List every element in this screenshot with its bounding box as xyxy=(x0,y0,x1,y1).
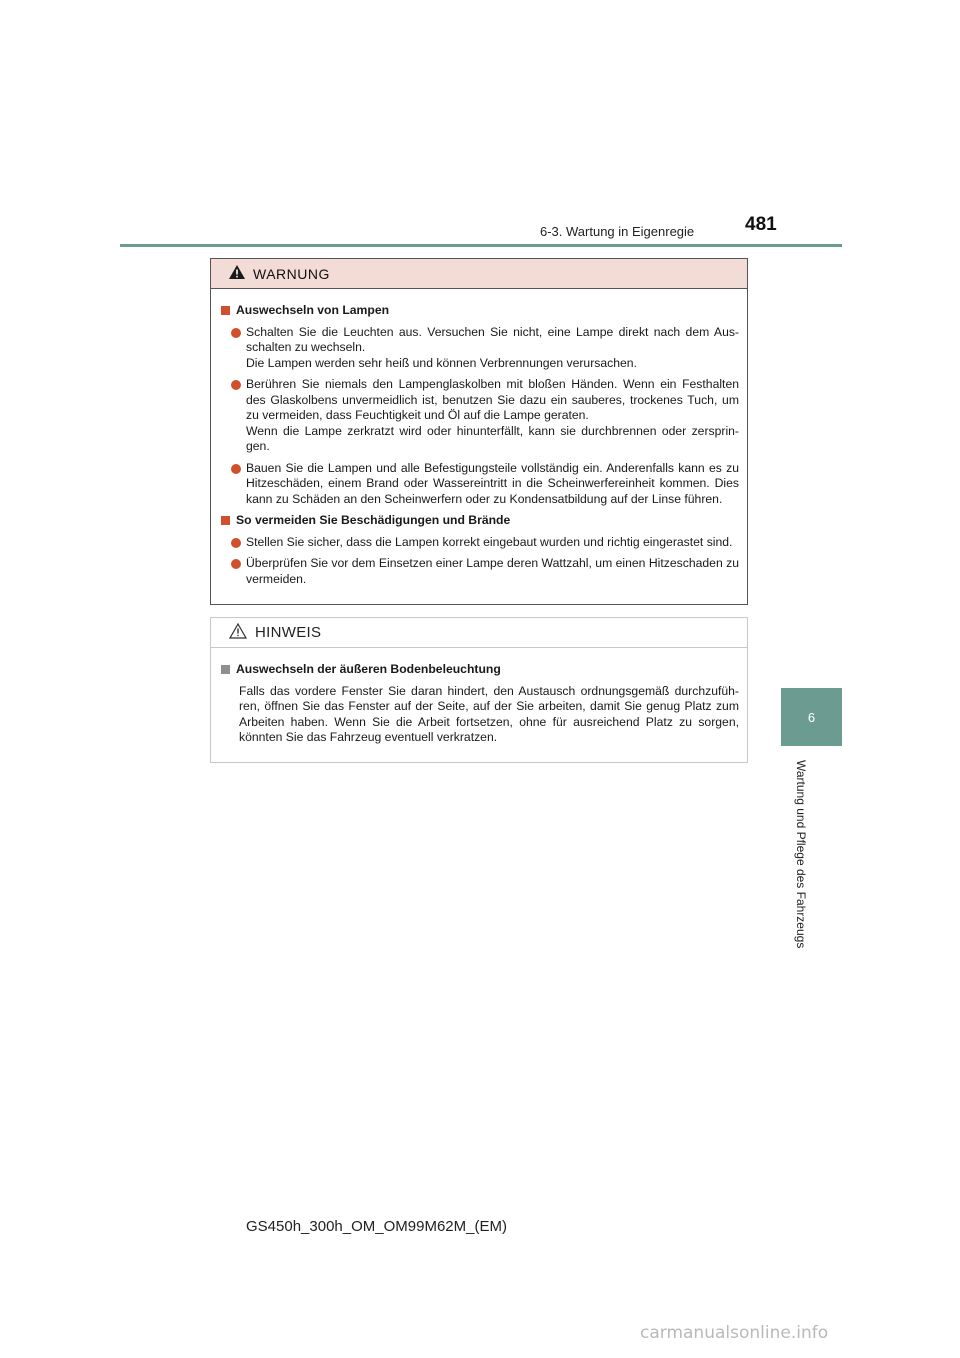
model-code-footer: GS450h_300h_OM_OM99M62M_(EM) xyxy=(246,1218,507,1235)
warning-header xyxy=(211,259,747,289)
warning-body xyxy=(211,289,747,587)
caution-triangle-icon xyxy=(229,623,247,643)
round-bullet-icon xyxy=(231,328,241,338)
notice-header xyxy=(211,618,747,648)
warning-title: WARNUNG xyxy=(253,265,330,282)
square-bullet-icon xyxy=(221,516,230,525)
round-bullet-icon xyxy=(231,380,241,390)
warning-section-title: So vermeiden Sie Beschädigungen und Brände xyxy=(219,513,739,529)
header-divider xyxy=(120,244,842,247)
chapter-number: 6 xyxy=(807,709,816,725)
notice-box xyxy=(210,617,748,763)
chapter-tab xyxy=(781,688,842,746)
notice-text: Falls das vordere Fenster Sie daran hindert, den Austausch ordnungsgemäß durchzufüh-ren, öffnen Sie das Fenster auf der Seite, auf der Sie arbeiten, damit Sie genug Platz zum Arbeiten haben. Wenn Sie die Arbeit fortsetzen, ohne für ausreichend Platz zu sorgen, könnten Sie das Fahrzeug eventuell verkratzen. xyxy=(239,683,739,744)
warning-section-title: Auswechseln von Lampen xyxy=(219,303,739,319)
bullet-text: Bauen Sie die Lampen und alle Befestigungsteile vollständig ein. Anderenfalls kann es zu Hitzeschäden, einem Brand oder Wassereintritt in die Scheinwerfereinheit kommen. Dies kann zu Schäden an den Scheinwerfern oder zu Kondensatbildung auf der Linse führen. xyxy=(246,460,739,506)
warning-bullet xyxy=(231,377,739,455)
bullet-text: Überprüfen Sie vor dem Einsetzen einer Lampe deren Wattzahl, um einen Hitzeschaden zu vermeiden. xyxy=(246,556,739,586)
bullet-text: Die Lampen werden sehr heiß und können Verbrennungen verursachen. xyxy=(246,355,637,370)
warning-bullet xyxy=(231,535,739,551)
bullet-text: Wenn die Lampe zerkratzt wird oder hinunterfällt, kann sie durchbrennen oder zersprin-gen. xyxy=(246,423,739,453)
watermark: carmanualsonline.info xyxy=(640,1323,829,1343)
page-number: 481 xyxy=(745,214,777,235)
notice-body xyxy=(211,648,747,746)
round-bullet-icon xyxy=(231,538,241,548)
section-title: 6-3. Wartung in Eigenregie xyxy=(540,224,695,239)
bullet-text: Berühren Sie niemals den Lampenglaskolben mit bloßen Händen. Wenn ein Festhalten des Glaskolbens unvermeidlich ist, benutzen Sie dazu ein sauberes, trockenes Tuch, um zu vermeiden, dass Feuchtigkeit und Öl auf die Lampe geraten. xyxy=(246,377,739,422)
notice-section-title: Auswechseln der äußeren Bodenbeleuchtung xyxy=(219,662,739,678)
warning-triangle-icon xyxy=(229,265,245,282)
bullet-text: Schalten Sie die Leuchten aus. Versuchen Sie nicht, eine Lampe direkt nach dem Aus-schalten zu wechseln. xyxy=(246,324,739,354)
warning-bullet xyxy=(231,556,739,587)
chapter-title-vertical: Wartung und Pflege des Fahrzeugs xyxy=(794,760,808,949)
round-bullet-icon xyxy=(231,559,241,569)
bullet-text: Stellen Sie sicher, dass die Lampen korrekt eingebaut wurden und richtig eingerastet sind. xyxy=(246,534,733,549)
warning-bullet xyxy=(231,325,739,372)
warning-bullet xyxy=(231,461,739,508)
notice-title: HINWEIS xyxy=(255,624,322,641)
square-bullet-icon xyxy=(221,665,230,674)
round-bullet-icon xyxy=(231,464,241,474)
warning-box xyxy=(210,258,748,605)
square-bullet-icon xyxy=(221,306,230,315)
